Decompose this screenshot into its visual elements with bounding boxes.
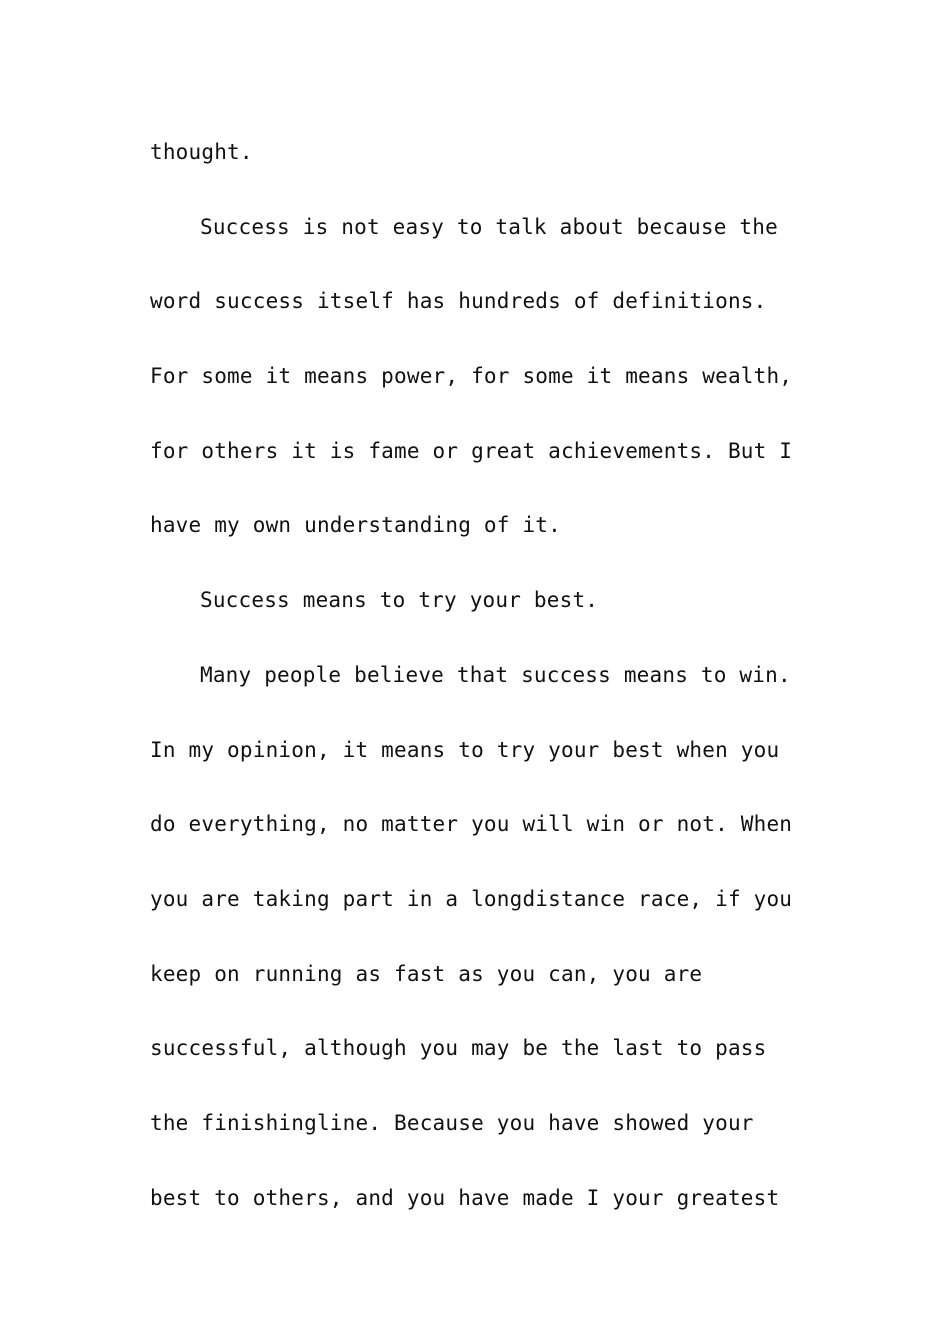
text-line: the finishingline. Because you have showed your (150, 1110, 754, 1135)
text-line: do everything, no matter you will win or not. When (150, 812, 793, 837)
text-line: best to others, and you have made I your greatest (150, 1185, 780, 1210)
body-text (150, 115, 810, 1235)
text-line: word success itself has hundreds of definitions. (150, 289, 767, 314)
text-line: successful, although you may be the last to pass (150, 1036, 767, 1061)
text-line: for others it is fame or great achievements. But I (150, 438, 793, 463)
text-line: you are taking part in a longdistance race, if you (150, 886, 793, 911)
paragraph-start-line: Success means to try your best. (200, 588, 599, 613)
text-line: In my opinion, it means to try your best when you (150, 737, 780, 762)
text-line: For some it means power, for some it means wealth, (150, 364, 793, 389)
paragraph-start-line: Success is not easy to talk about because the (200, 214, 778, 239)
text-line: have my own understanding of it. (150, 513, 561, 538)
text-line: keep on running as fast as you can, you are (150, 961, 703, 986)
text-line: thought. (150, 140, 253, 164)
paragraph-start-line: Many people believe that success means to win. (200, 662, 791, 687)
